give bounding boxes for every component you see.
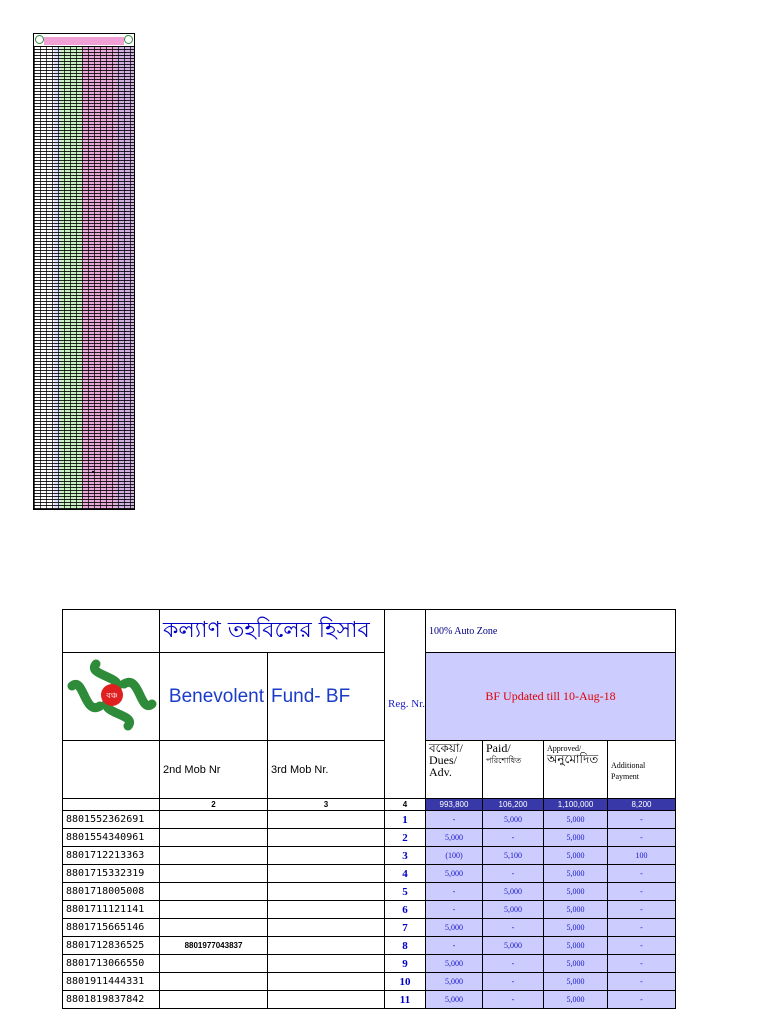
second-mobile-cell[interactable] (160, 829, 268, 847)
paid-cell[interactable]: - (483, 973, 544, 991)
third-mobile-cell[interactable] (268, 937, 385, 955)
col-header-mob3: 3rd Mob Nr. (268, 741, 385, 799)
approved-cell[interactable]: 5,000 (544, 811, 608, 829)
approved-total: 1,100,000 (544, 799, 608, 811)
additional-cell[interactable]: - (608, 901, 676, 919)
mobile-number-cell[interactable]: 8801711121141 (63, 901, 160, 919)
paid-cell[interactable]: 5,000 (483, 901, 544, 919)
second-mobile-cell[interactable] (160, 847, 268, 865)
paid-cell[interactable]: 5,000 (483, 883, 544, 901)
paid-cell[interactable]: - (483, 829, 544, 847)
additional-total: 8,200 (608, 799, 676, 811)
second-mobile-cell[interactable] (160, 955, 268, 973)
dues-cell[interactable]: - (426, 883, 483, 901)
table-row (63, 883, 676, 901)
approved-cell[interactable]: 5,000 (544, 829, 608, 847)
benevolent-fund-table (62, 609, 676, 1009)
reg-number-cell[interactable]: 4 (385, 865, 426, 883)
dues-cell[interactable]: 5,000 (426, 991, 483, 1009)
table-row (63, 937, 676, 955)
reg-number-cell[interactable]: 8 (385, 937, 426, 955)
col-header-paid (483, 741, 544, 799)
paid-cell[interactable]: - (483, 865, 544, 883)
thumb-marker (92, 471, 94, 473)
additional-cell[interactable]: - (608, 811, 676, 829)
updated-status: BF Updated till 10-Aug-18 (426, 653, 676, 741)
reg-nr-header (385, 610, 426, 799)
logo-cell (63, 653, 160, 741)
additional-cell[interactable]: - (608, 865, 676, 883)
approved-cell[interactable]: 5,000 (544, 991, 608, 1009)
table-row (63, 811, 676, 829)
paid-total: 106,200 (483, 799, 544, 811)
paid-label-bn: পরিশোধিত (486, 756, 522, 765)
auto-zone-label: 100% Auto Zone (426, 610, 676, 653)
dues-cell[interactable]: - (426, 811, 483, 829)
logo-text: বঞ্চ (106, 690, 118, 700)
thumb-gridlines (34, 46, 134, 510)
col-header-approved (544, 741, 608, 799)
second-mobile-cell[interactable] (160, 865, 268, 883)
paid-cell[interactable]: 5,000 (483, 937, 544, 955)
additional-cell[interactable]: - (608, 919, 676, 937)
mobile-number-cell[interactable]: 8801712836525 (63, 937, 160, 955)
col-header-dues (426, 741, 483, 799)
column-number: 3 (268, 799, 385, 811)
dues-label-en: Dues/ Adv. (429, 753, 457, 779)
approved-cell[interactable]: 5,000 (544, 955, 608, 973)
third-mobile-cell[interactable] (268, 829, 385, 847)
mobile-number-cell[interactable]: 8801911444331 (63, 973, 160, 991)
approved-cell[interactable]: 5,000 (544, 919, 608, 937)
mobile-number-cell[interactable]: 8801554340961 (63, 829, 160, 847)
approved-cell[interactable]: 5,000 (544, 865, 608, 883)
blank-cell (63, 741, 160, 799)
mobile-number-cell[interactable]: 8801715665146 (63, 919, 160, 937)
blank-cell (63, 610, 160, 653)
thumb-logo-icon (35, 35, 44, 44)
table-row (63, 901, 676, 919)
second-mobile-cell[interactable] (160, 883, 268, 901)
sheet-thumbnail (33, 33, 135, 510)
approved-label-bn: অনুমোদিত (547, 752, 599, 766)
column-number: 2 (160, 799, 268, 811)
dues-label-bn: বকেয়া/ (429, 741, 463, 755)
mobile-number-cell[interactable]: 8801819837842 (63, 991, 160, 1009)
additional-cell[interactable]: - (608, 991, 676, 1009)
table-row (63, 955, 676, 973)
additional-cell[interactable]: 100 (608, 847, 676, 865)
second-mobile-cell[interactable] (160, 973, 268, 991)
col-header-mob2: 2nd Mob Nr (160, 741, 268, 799)
reg-number-cell[interactable]: 3 (385, 847, 426, 865)
second-mobile-cell[interactable]: 8801977043837 (160, 937, 268, 955)
reg-number-cell[interactable]: 5 (385, 883, 426, 901)
third-mobile-cell[interactable] (268, 955, 385, 973)
paid-label-en: Paid/ (486, 741, 511, 755)
third-mobile-cell[interactable] (268, 991, 385, 1009)
thumb-header-band (44, 37, 124, 45)
third-mobile-cell[interactable] (268, 883, 385, 901)
approved-cell[interactable]: 5,000 (544, 937, 608, 955)
reg-number-cell[interactable]: 2 (385, 829, 426, 847)
reg-number-cell[interactable]: 10 (385, 973, 426, 991)
sheet-title: কল্যাণ তহবিলের হিসাব (160, 610, 385, 653)
additional-label: Additional Payment (611, 760, 646, 781)
paid-cell[interactable]: 5,100 (483, 847, 544, 865)
table-row (63, 847, 676, 865)
table-row (63, 865, 676, 883)
approved-cell[interactable]: 5,000 (544, 901, 608, 919)
approved-cell[interactable]: 5,000 (544, 883, 608, 901)
second-mobile-cell[interactable] (160, 919, 268, 937)
paid-cell[interactable]: - (483, 991, 544, 1009)
mobile-number-cell[interactable]: 8801713066550 (63, 955, 160, 973)
fund-logo-icon (66, 656, 158, 734)
additional-cell[interactable]: - (608, 955, 676, 973)
third-mobile-cell[interactable] (268, 973, 385, 991)
third-mobile-cell[interactable] (268, 919, 385, 937)
dues-cell[interactable]: - (426, 901, 483, 919)
additional-cell[interactable]: - (608, 937, 676, 955)
column-number-row (63, 799, 676, 811)
third-mobile-cell[interactable] (268, 847, 385, 865)
fund-name-part2: Fund- BF (268, 653, 385, 741)
dues-cell[interactable]: 5,000 (426, 919, 483, 937)
mobile-number-cell[interactable]: 8801715332319 (63, 865, 160, 883)
second-mobile-cell[interactable] (160, 991, 268, 1009)
mobile-number-cell[interactable]: 8801552362691 (63, 811, 160, 829)
dues-cell[interactable]: 5,000 (426, 973, 483, 991)
reg-nr-label: Reg. Nr. (388, 697, 425, 710)
fund-name-part1: Benevolent (160, 653, 268, 741)
table-row (63, 919, 676, 937)
dues-cell[interactable]: 5,000 (426, 829, 483, 847)
additional-cell[interactable]: - (608, 829, 676, 847)
dues-cell[interactable]: 5,000 (426, 865, 483, 883)
additional-cell[interactable]: - (608, 973, 676, 991)
table-row (63, 973, 676, 991)
reg-number-cell[interactable]: 7 (385, 919, 426, 937)
third-mobile-cell[interactable] (268, 865, 385, 883)
dues-total: 993,800 (426, 799, 483, 811)
table-row (63, 829, 676, 847)
table-row (63, 991, 676, 1009)
col-header-additional (608, 741, 676, 799)
mobile-number-cell[interactable]: 8801718005008 (63, 883, 160, 901)
additional-cell[interactable]: - (608, 883, 676, 901)
dues-cell[interactable]: (100) (426, 847, 483, 865)
column-number: 4 (385, 799, 426, 811)
paid-cell[interactable]: - (483, 955, 544, 973)
member-rows (63, 811, 676, 1009)
reg-number-cell[interactable]: 6 (385, 901, 426, 919)
paid-cell[interactable]: - (483, 919, 544, 937)
second-mobile-cell[interactable] (160, 901, 268, 919)
reg-number-cell[interactable]: 9 (385, 955, 426, 973)
second-mobile-cell[interactable] (160, 811, 268, 829)
approved-cell[interactable]: 5,000 (544, 847, 608, 865)
reg-number-cell[interactable]: 1 (385, 811, 426, 829)
dues-cell[interactable]: 5,000 (426, 955, 483, 973)
dues-cell[interactable]: - (426, 937, 483, 955)
thumb-logo-icon (124, 35, 133, 44)
thumb-header (34, 34, 134, 47)
blank-cell (63, 799, 160, 811)
paid-cell[interactable]: 5,000 (483, 811, 544, 829)
mobile-number-cell[interactable]: 8801712213363 (63, 847, 160, 865)
approved-cell[interactable]: 5,000 (544, 973, 608, 991)
approved-label-en: Approved/ (547, 744, 582, 753)
third-mobile-cell[interactable] (268, 901, 385, 919)
reg-number-cell[interactable]: 11 (385, 991, 426, 1009)
third-mobile-cell[interactable] (268, 811, 385, 829)
